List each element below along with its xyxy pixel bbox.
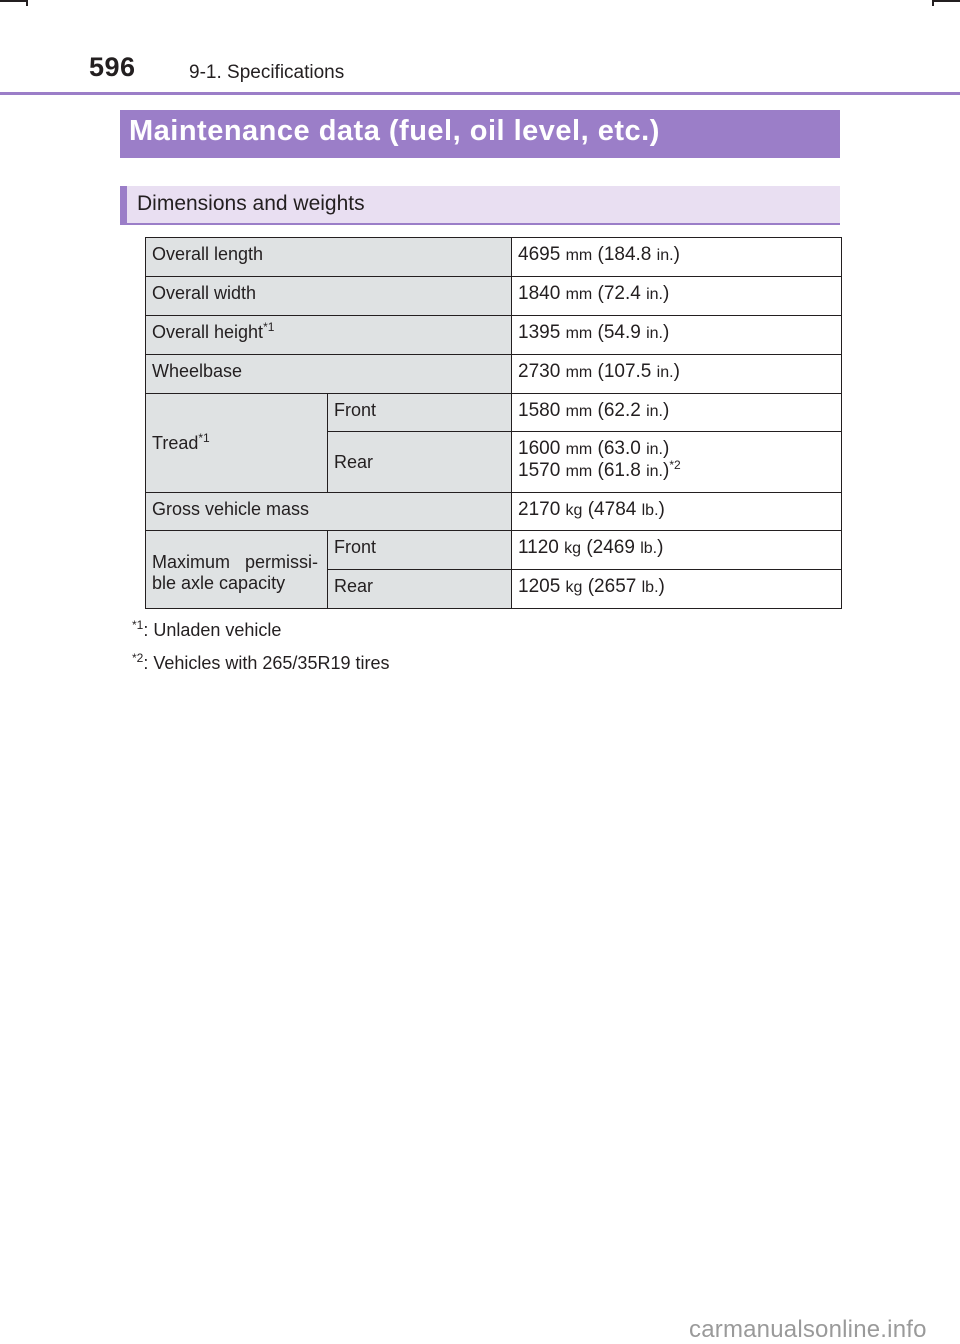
row-value: 1580 mm (62.2 in.) bbox=[512, 394, 842, 432]
table-row bbox=[146, 316, 842, 355]
dimensions-weights-table bbox=[145, 237, 842, 609]
header-rule bbox=[0, 92, 960, 95]
row-label: Overall height$^{*1}$ bbox=[146, 316, 512, 355]
footnote-ref: *2 bbox=[669, 458, 681, 472]
row-value: 2730 mm (107.5 in.) bbox=[512, 355, 842, 394]
table-row bbox=[146, 493, 842, 531]
table-row bbox=[146, 394, 842, 432]
sub-label: Rear bbox=[328, 432, 512, 493]
chapter-title-banner bbox=[120, 110, 840, 158]
footnote-2 bbox=[132, 653, 389, 674]
row-label: Overall length bbox=[146, 238, 512, 277]
sub-label: Front bbox=[328, 394, 512, 432]
chapter-title: Maintenance data (fuel, oil level, etc.) bbox=[129, 115, 660, 147]
row-label: Overall width bbox=[146, 277, 512, 316]
value-line: 1600 mm (63.0 in.) bbox=[518, 438, 670, 459]
footnote-mark: *1 bbox=[132, 618, 144, 632]
subsection-title: Dimensions and weights bbox=[137, 192, 365, 215]
row-label: Maximum permissi- ble axle capacity bbox=[146, 531, 328, 609]
footnote-text: : Unladen vehicle bbox=[143, 620, 282, 640]
page-header bbox=[0, 0, 960, 96]
subsection-header bbox=[120, 186, 840, 225]
row-value: 2170 kg (4784 lb.) bbox=[512, 493, 842, 531]
row-value: 4695 mm (184.8 in.) bbox=[512, 238, 842, 277]
footnote-1 bbox=[132, 620, 281, 641]
page-number: 596 bbox=[89, 52, 136, 82]
table-row bbox=[146, 355, 842, 394]
value-line: 1570 mm (61.8 in.)$^{*2}$ bbox=[518, 458, 681, 481]
table-row bbox=[146, 277, 842, 316]
footnote-ref: *1 bbox=[263, 320, 275, 334]
row-value: 1395 mm (54.9 in.) bbox=[512, 316, 842, 355]
row-label: Tread$^{*1}$ bbox=[146, 394, 328, 493]
subsection-accent-bar bbox=[120, 186, 127, 223]
sub-label: Front bbox=[328, 531, 512, 570]
row-value: 1840 mm (72.4 in.) bbox=[512, 277, 842, 316]
footnote-mark: *2 bbox=[132, 651, 144, 665]
footnote-text: : Vehicles with 265/35R19 tires bbox=[143, 653, 390, 673]
section-label: 9-1. Specifications bbox=[189, 62, 345, 83]
row-value bbox=[512, 432, 842, 493]
row-value: 1120 kg (2469 lb.) bbox=[512, 531, 842, 570]
row-label: Wheelbase bbox=[146, 355, 512, 394]
sub-label: Rear bbox=[328, 570, 512, 609]
table-row bbox=[146, 238, 842, 277]
row-value: 1205 kg (2657 lb.) bbox=[512, 570, 842, 609]
row-label: Gross vehicle mass bbox=[146, 493, 512, 531]
footnote-ref: *1 bbox=[198, 430, 210, 445]
table-row bbox=[146, 531, 842, 570]
watermark: carmanualsonline.info bbox=[689, 1316, 927, 1343]
